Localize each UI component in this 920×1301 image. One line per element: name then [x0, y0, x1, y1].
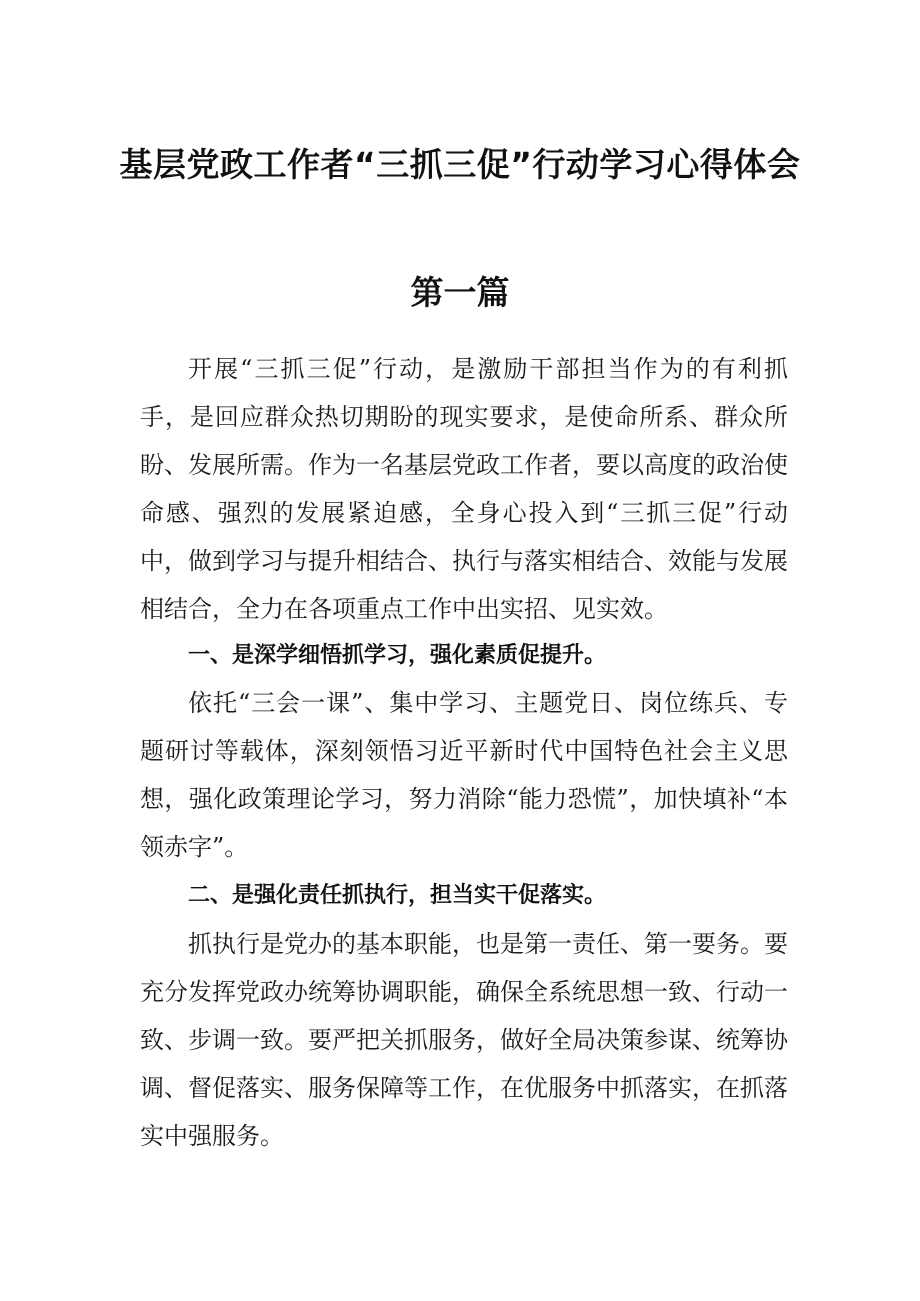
document-title: 基层党政工作者“三抓三促”行动学习心得体会 [119, 145, 801, 184]
intro-paragraph: 开展“三抓三促”行动，是激励干部担当作为的有利抓手，是回应群众热切期盼的现实要求，是使命所系、群众所盼、发展所需。作为一名基层党政工作者，要以高度的政治使命感、强烈的发展紧迫感，全身心投入到“三抓三促”行动中，做到学习与提升相结合、执行与落实相结合、效能与发展相结合，全力在各项重点工作中出实招、见实效。 [140, 355, 788, 623]
document-subtitle: 第一篇 [410, 273, 510, 312]
section-paragraph-1: 依托“三会一课”、集中学习、主题党日、岗位练兵、专题研讨等载体，深刻领悟习近平新时代中国特色社会主义思想，强化政策理论学习，努力消除“能力恐慌”，加快填补“本领赤字”。 [140, 689, 788, 861]
section-paragraph-2: 抓执行是党办的基本职能，也是第一责任、第一要务。要充分发挥党政办统筹协调职能，确保全系统思想一致、行动一致、步调一致。要严把关抓服务，做好全局决策参谋、统筹协调、督促落实、服务保障等工作，在优服务中抓落实，在抓落实中强服务。 [140, 930, 788, 1150]
section-heading-1: 一、是深学细悟抓学习，强化素质促提升。 [188, 643, 607, 668]
section-heading-2: 二、是强化责任抓执行，担当实干促落实。 [188, 883, 607, 908]
